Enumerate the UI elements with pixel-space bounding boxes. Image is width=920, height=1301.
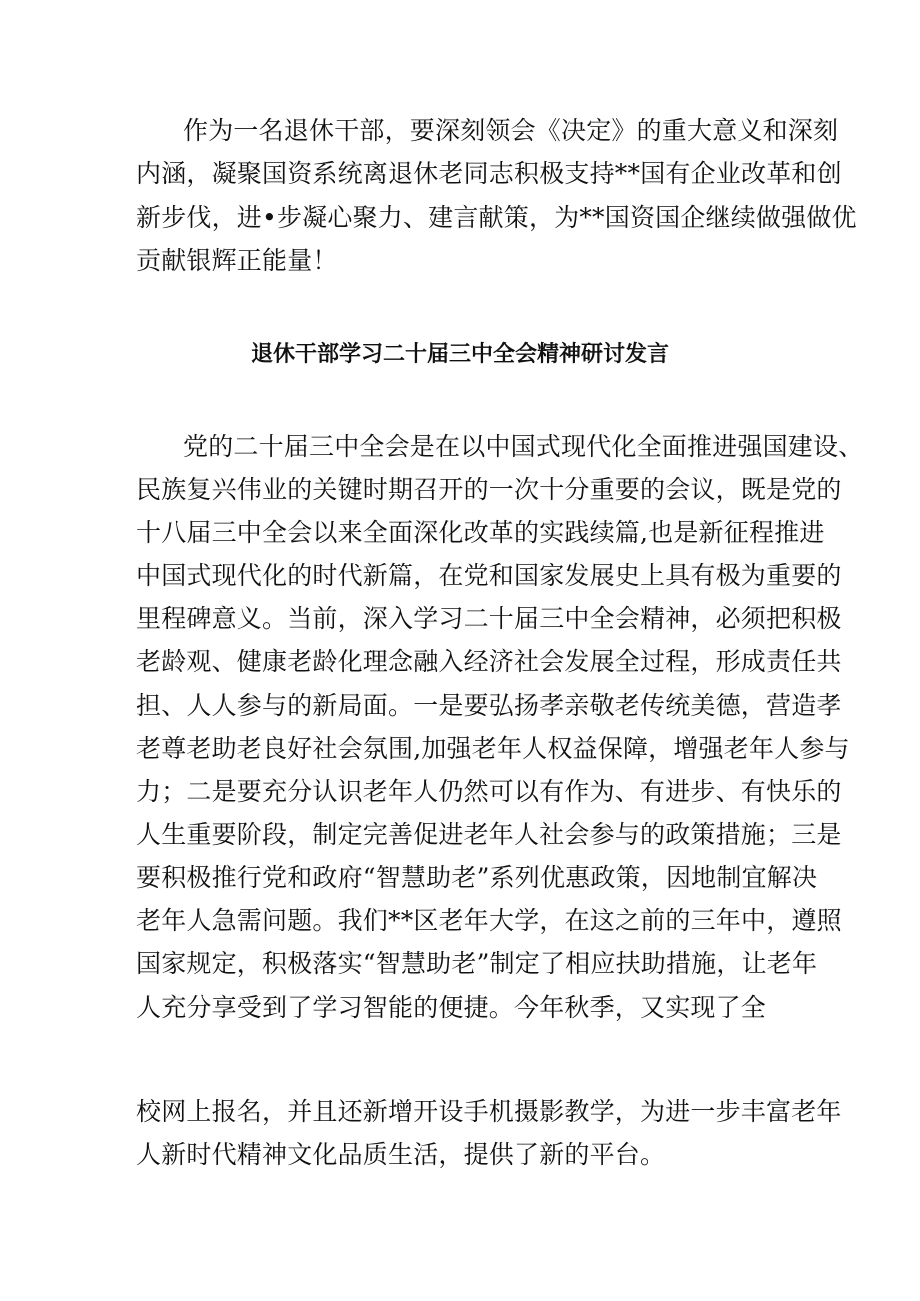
section-heading: 退休干部学习二十届三中全会精神研讨发言 <box>250 342 669 367</box>
paragraph-line: 内涵，凝聚国资系统离退休老同志积极支持**国有企业改革和创 <box>136 159 842 188</box>
paragraph-line: 国家规定，积极落实“智慧助老”制定了相应扶助措施，让老年 <box>136 949 818 978</box>
paragraph-line: 民族复兴伟业的关键时期召开的一次十分重要的会议，既是党的 <box>136 475 842 504</box>
paragraph-line: 老尊老助老良好社会氛围,加强老年人权益保障，增强老年人参与 <box>136 734 850 763</box>
paragraph-line: 老年人急需问题。我们**区老年大学，在这之前的三年中，遵照 <box>136 906 842 935</box>
paragraph-line: 人新时代精神文化品质生活，提供了新的平台。 <box>136 1140 666 1169</box>
paragraph-line: 里程碑意义。当前，深入学习二十届三中全会精神，必须把积极 <box>136 604 842 633</box>
paragraph-line: 党的二十届三中全会是在以中国式现代化全面推进强国建设、 <box>183 432 864 461</box>
paragraph-line: 要积极推行党和政府“智慧助老”系列优惠政策，因地制宜解决 <box>136 863 818 892</box>
paragraph-line: 力；二是要充分认识老年人仍然可以有作为、有进步、有快乐的 <box>136 777 842 806</box>
paragraph-line: 作为一名退休干部，要深刻领会《决定》的重大意义和深刻 <box>183 116 839 145</box>
paragraph-line: 十八届三中全会以来全面深化改革的实践续篇,也是新征程推进 <box>136 518 825 547</box>
paragraph-line: 担、人人参与的新局面。一是要弘扬孝亲敬老传统美德，营造孝 <box>136 691 842 720</box>
paragraph-line: 贡献银辉正能量！ <box>136 246 338 275</box>
paragraph-line: 人充分享受到了学习智能的便捷。今年秋季，又实现了全 <box>136 993 767 1022</box>
paragraph-line: 校网上报名，并且还新增开设手机摄影教学，为进一步丰富老年 <box>136 1097 842 1126</box>
paragraph-line: 人生重要阶段，制定完善促进老年人社会参与的政策措施；三是 <box>136 820 842 849</box>
paragraph-line: 中国式现代化的时代新篇，在党和国家发展史上具有极为重要的 <box>136 561 842 590</box>
paragraph-line: 新步伐，进•步凝心聚力、建言献策，为**国资国企继续做强做优 <box>136 203 857 232</box>
paragraph-line: 老龄观、健康老龄化理念融入经济社会发展全过程，形成责任共 <box>136 647 842 676</box>
